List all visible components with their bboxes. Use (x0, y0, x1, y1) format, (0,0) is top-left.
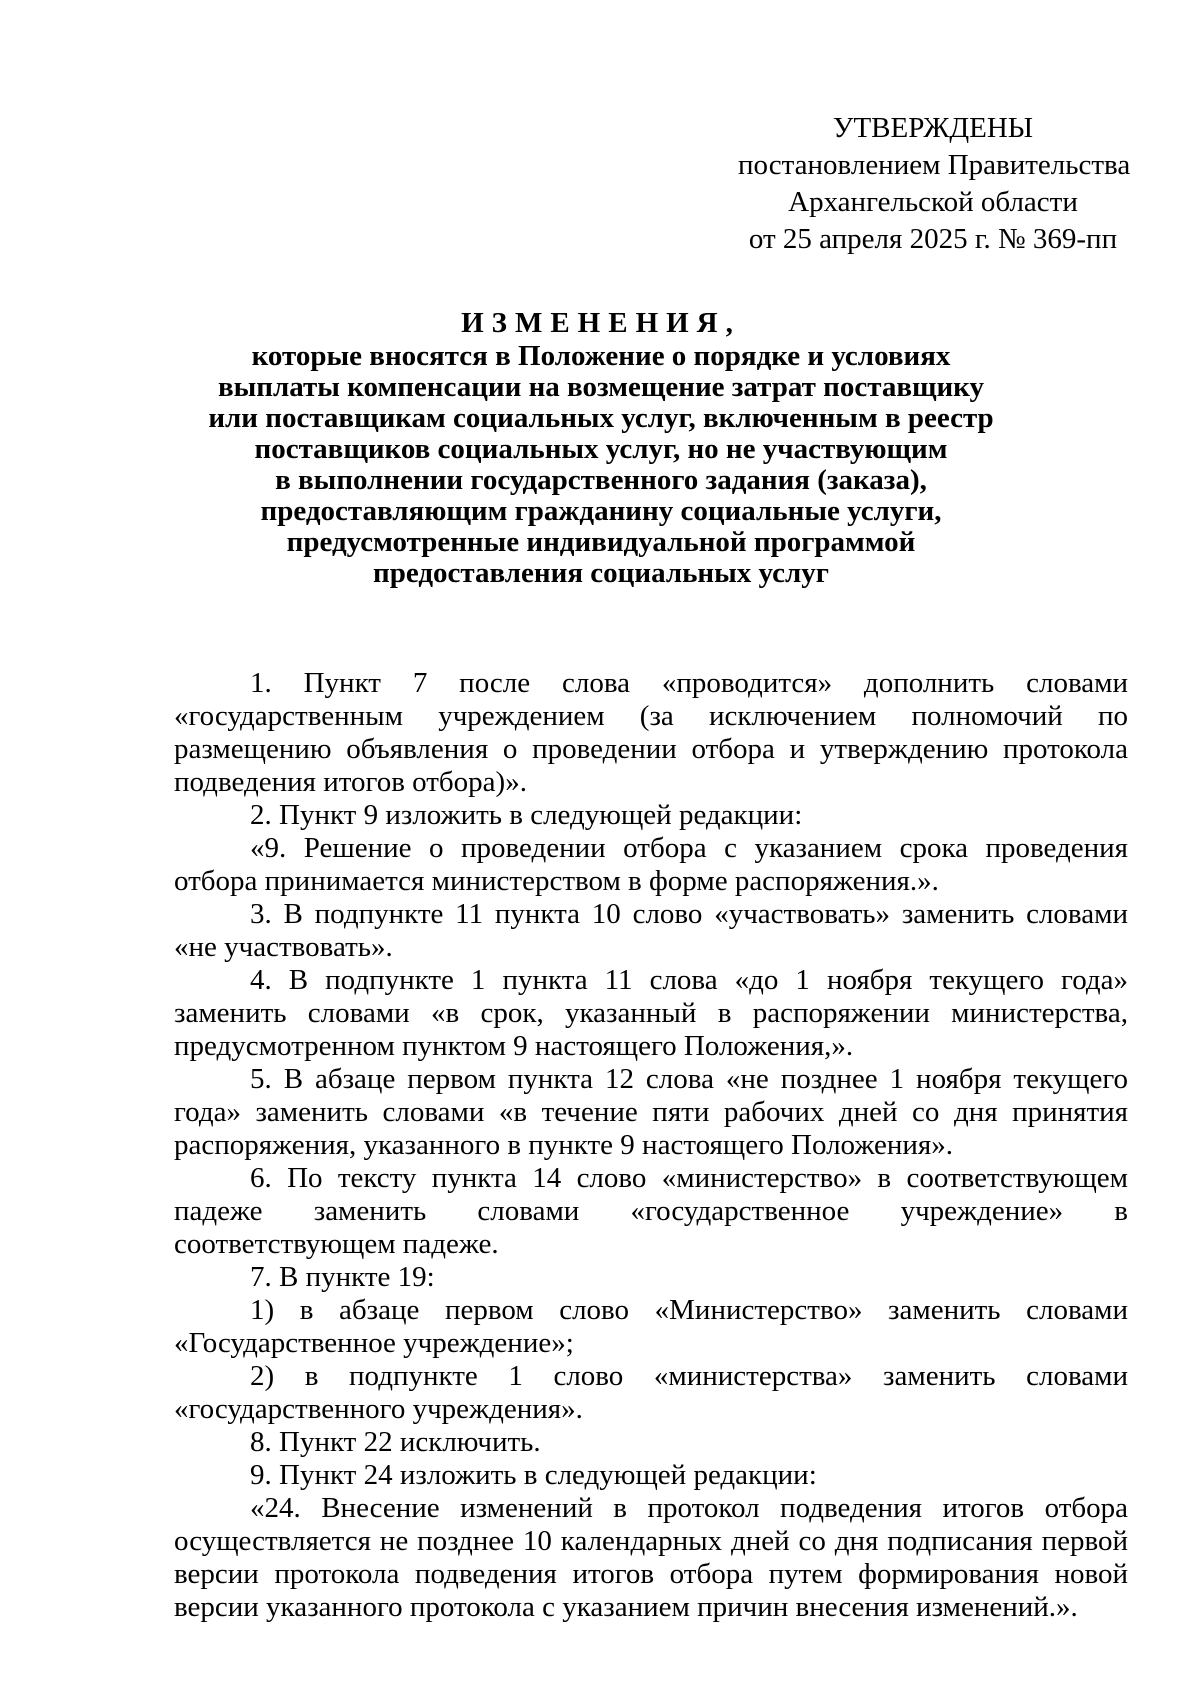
paragraph-item-4: 4. В подпункте 1 пункта 11 слова «до 1 ноября текущего года» заменить словами «в срок, указанный в распоряжении министерства, предусмотренном пунктом 9 настоящего Положения,». (174, 964, 1128, 1062)
paragraph-item-2: 2. Пункт 9 изложить в следующей редакции: (250, 799, 803, 831)
subtitle-line: или поставщикам социальных услуг, включенным в реестр (208, 402, 994, 434)
paragraph-item-9: 9. Пункт 24 изложить в следующей редакции: (250, 1459, 817, 1491)
paragraph-subitem-7-2: 2) в подпункте 1 слово «министерства» заменить словами «государственного учреждения». (174, 1360, 1128, 1425)
title-heading: ИЗМЕНЕНИЯ, (461, 307, 741, 339)
subtitle-line: которые вносятся в Положение о порядке и условиях (251, 340, 951, 372)
approval-label: УТВЕРЖДЕНЫ (832, 112, 1034, 144)
paragraph-item-3: 3. В подпункте 11 пункта 10 слово «участвовать» заменить словами «не участвовать». (174, 898, 1128, 963)
subtitle-line: предоставления социальных услуг (373, 557, 829, 589)
paragraph-item-8: 8. Пункт 22 исключить. (250, 1426, 541, 1458)
subtitle-line: предусмотренные индивидуальной программой (286, 526, 916, 558)
paragraph-item-7: 7. В пункте 19: (250, 1261, 435, 1293)
paragraph-quote-24: «24. Внесение изменений в протокол подведения итогов отбора осуществляется не позднее 10 календарных дней со дня подписания первой версии протокола подведения итогов отбора путем формирования новой версии указанного протокола с указанием причин внесения изменений.». (174, 1492, 1128, 1623)
title-subtitle (160, 341, 1042, 589)
paragraph-quote-9: «9. Решение о проведении отбора с указанием срока проведения отбора принимается министерством в форме распоряжения.». (174, 832, 1128, 897)
approval-date-number: от 25 апреля 2025 г. № 369-пп (748, 223, 1118, 255)
approval-stamp (738, 110, 1131, 258)
document-title (160, 308, 1042, 589)
subtitle-line: предоставляющим гражданину социальные услуги, (260, 495, 942, 527)
subtitle-line: выплаты компенсации на возмещение затрат поставщику (218, 371, 984, 403)
paragraph-subitem-7-1: 1) в абзаце первом слово «Министерство» заменить словами «Государственное учреждение»; (174, 1294, 1128, 1359)
subtitle-line: в выполнении государственного задания (заказа), (275, 464, 927, 496)
paragraph-item-1: 1. Пункт 7 после слова «проводится» дополнить словами «государственным учреждением (за исключением полномочий по размещению объявления о проведении отбора и утверждению протокола подведения итогов отбора)». (174, 667, 1128, 798)
document-body (174, 667, 1128, 1624)
paragraph-item-5: 5. В абзаце первом пункта 12 слова «не позднее 1 ноября текущего года» заменить словами «в течение пяти рабочих дней со дня принятия распоряжения, указанного в пункте 9 настоящего Положения». (174, 1063, 1128, 1161)
approval-act: постановлением Правительства (738, 149, 1131, 181)
subtitle-line: поставщиков социальных услуг, но не участвующим (254, 433, 948, 465)
approval-region: Архангельской области (788, 186, 1078, 218)
paragraph-item-6: 6. По тексту пункта 14 слово «министерство» в соответствующем падеже заменить словами «государственное учреждение» в соответствующем падеже. (174, 1162, 1128, 1260)
